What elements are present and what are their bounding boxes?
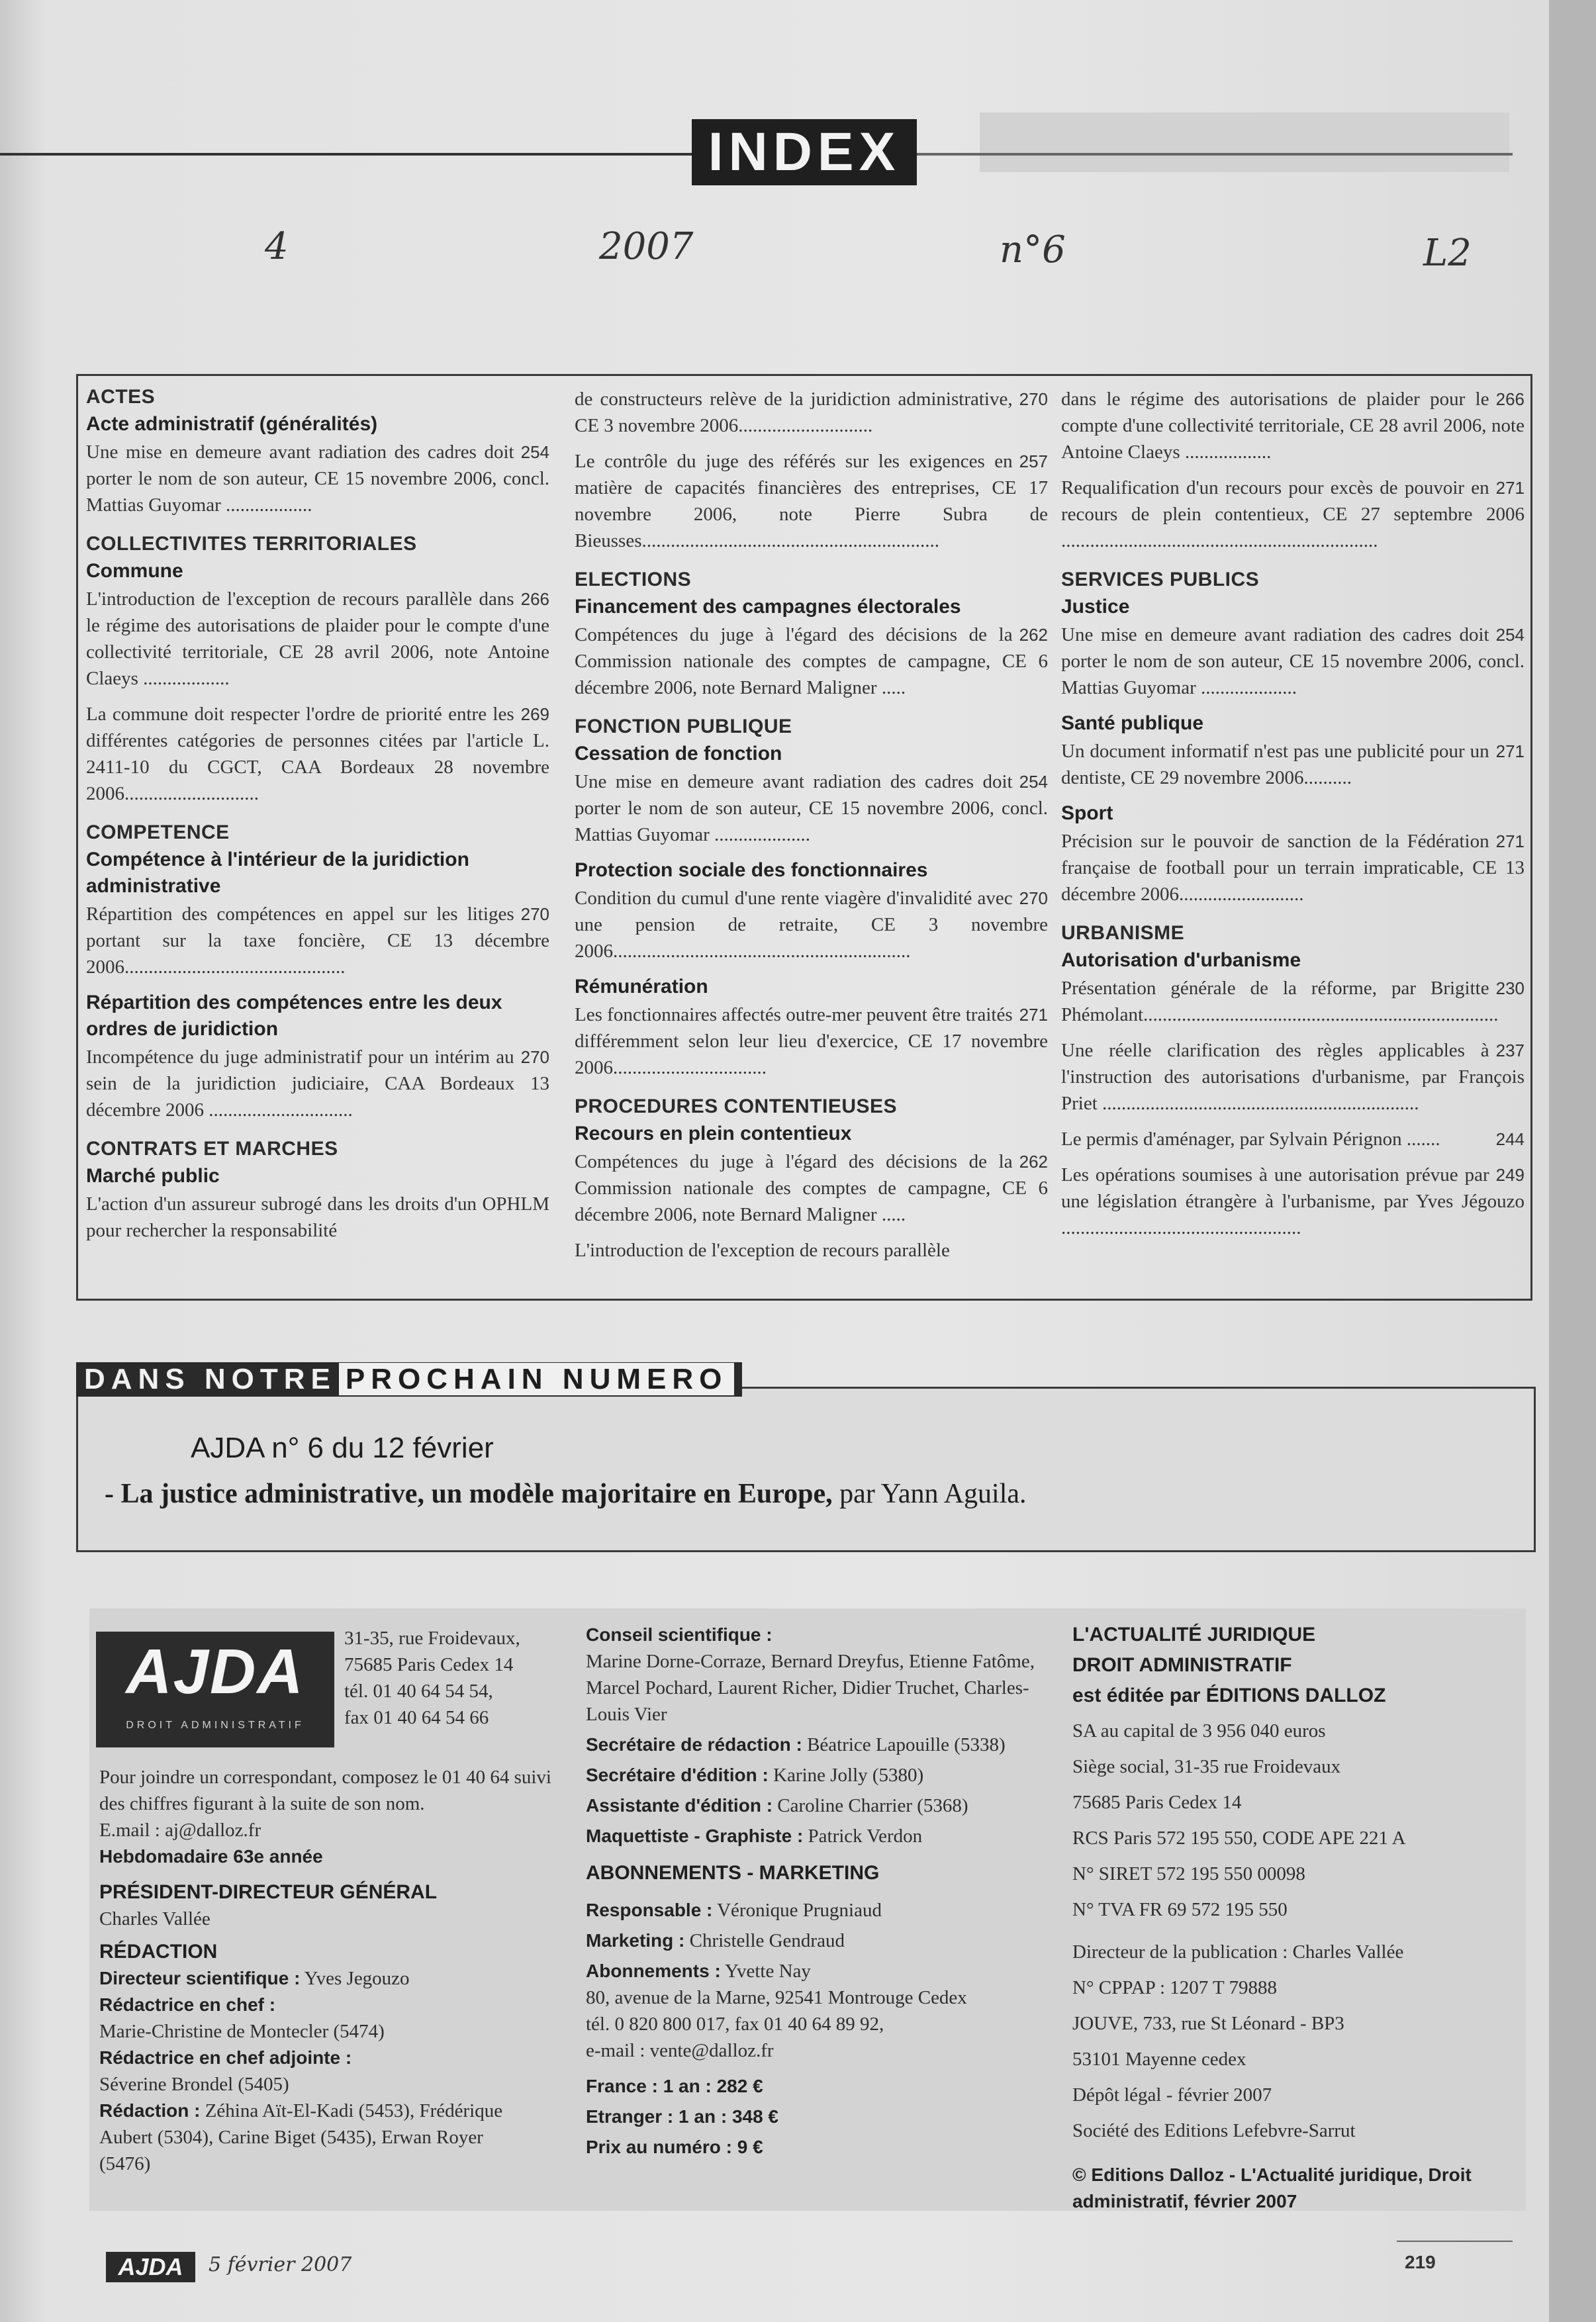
sec-red-label: Secrétaire de rédaction : xyxy=(586,1734,802,1755)
index-subheading: Protection sociale des fonctionnaires xyxy=(575,859,928,881)
index-entry-page: 270 xyxy=(520,1047,549,1067)
index-entry xyxy=(575,768,1048,848)
index-entry-text: Le permis d'aménager, par Sylvain Pérignon ....... xyxy=(1061,1129,1440,1150)
index-entry-page: 266 xyxy=(1495,389,1525,409)
index-entry-text: Condition du cumul d'une rente viagère d'invalidité avec une pension de retraite, CE 3 novembre 2006.............................................................. xyxy=(575,888,1048,962)
index-entry-page: 262 xyxy=(1019,1152,1048,1172)
index-entry-page: 270 xyxy=(520,904,549,924)
index-section-heading: COLLECTIVITES TERRITORIALES xyxy=(86,533,417,555)
index-section-heading: ELECTIONS xyxy=(575,569,692,590)
index-entry xyxy=(86,901,549,980)
index-entry-text: Le contrôle du juge des référés sur les exigences en matière de capacités financières des entreprises, CE 17 novembre 2006, note Pierre Subra de Bieusses.............................................................. xyxy=(575,451,1048,551)
index-subheading: Répartition des compétences entre les deux ordres de juridiction xyxy=(86,992,502,1040)
page-number: 219 xyxy=(1405,2252,1436,2272)
index-entry-text: L'action d'un assureur subrogé dans les droits d'un OPHLM pour rechercher la responsabilité xyxy=(86,1193,549,1241)
index-entry-text: Incompétence du juge administratif pour un intérim au sein de la juridiction judiciaire, CAA Bordeaux 13 décembre 2006 .............................. xyxy=(86,1046,549,1121)
index-subheading: Rémunération xyxy=(575,976,708,998)
pdg-label: PRÉSIDENT-DIRECTEUR GÉNÉRAL xyxy=(99,1881,438,1903)
index-column-2 xyxy=(575,386,1048,1273)
index-subheading: Recours en plein contentieux xyxy=(575,1123,852,1144)
pdg-name: Charles Vallée xyxy=(99,1908,211,1929)
dir-sci-name: Yves Jegouzo xyxy=(300,1968,410,1989)
index-entry-text: Une mise en demeure avant radiation des cadres doit porter le nom de son auteur, CE 15 novembre 2006, concl. Mattias Guyomar .................... xyxy=(575,771,1048,845)
abo-name: Yvette Nay xyxy=(720,1961,811,1982)
index-section-heading: FONCTION PUBLIQUE xyxy=(575,716,792,737)
footer-date: 5 février 2007 xyxy=(209,2253,352,2276)
index-entry-page: 271 xyxy=(1019,1005,1048,1025)
conseil-names: Marine Dorne-Corraze, Bernard Dreyfus, Etienne Fatôme, Marcel Pochard, Laurent Richer, Didier Truchet, Charles-Louis Vier xyxy=(586,1651,1035,1725)
sec-ed-name: Karine Jolly (5380) xyxy=(768,1765,924,1786)
ajda-logo xyxy=(96,1632,334,1747)
index-section-heading: ACTES xyxy=(86,386,156,408)
index-entry-text: Présentation générale de la réforme, par Brigitte Phémolant.......................................................................... xyxy=(1061,978,1499,1025)
next-issue-band-right: PROCHAIN NUMERO xyxy=(339,1363,734,1395)
index-entry xyxy=(86,701,549,807)
index-entry-text: Les opérations soumises à une autorisation prévue par une législation étrangère à l'urbanisme, par Yves Jégouzo .................................................. xyxy=(1061,1164,1525,1238)
index-subheading: Commune xyxy=(86,560,183,582)
mkt-label: Marketing : xyxy=(586,1930,685,1951)
publisher-address xyxy=(344,1625,569,1731)
index-entry-page: 271 xyxy=(1495,831,1525,851)
page-edge-shadow xyxy=(1549,0,1596,2322)
copyright: © Editions Dalloz - L'Actualité juridique, Droit administratif, février 2007 xyxy=(1072,2164,1472,2211)
index-entry-text: Une mise en demeure avant radiation des cadres doit porter le nom de son auteur, CE 15 novembre 2006, concl. Mattias Guyomar .................... xyxy=(1061,624,1525,698)
index-entry xyxy=(1061,975,1525,1028)
index-entry-page: 249 xyxy=(1495,1165,1525,1185)
next-issue-title: AJDA n° 6 du 12 février xyxy=(191,1432,494,1464)
header-rule-right xyxy=(917,153,1513,156)
publisher-detail-line: N° TVA FR 69 572 195 550 xyxy=(1072,1899,1288,1920)
index-entry-page: 237 xyxy=(1495,1041,1525,1060)
index-entry xyxy=(575,1237,1048,1264)
masthead xyxy=(89,1608,1526,2211)
index-entry xyxy=(86,1191,549,1244)
publication-details xyxy=(1072,1934,1503,2149)
next-issue-item xyxy=(105,1478,1027,1510)
index-entry-page: 266 xyxy=(520,589,549,609)
index-entry-page: 271 xyxy=(1495,478,1525,498)
index-entry xyxy=(1061,828,1525,907)
price-etranger: Etranger : 1 an : 348 € xyxy=(586,2106,779,2127)
index-subheading: Compétence à l'intérieur de la juridiction administrative xyxy=(86,849,469,897)
publisher-detail-line: Directeur de la publication : Charles Vallée xyxy=(1072,1941,1404,1963)
index-entry-text: dans le régime des autorisations de plaider pour le compte d'une collectivité territoriale, CE 28 avril 2006, note Antoine Claeys .................. xyxy=(1061,389,1525,463)
index-entry-text: La commune doit respecter l'ordre de priorité entre les différentes catégories de personnes citées par l'article L. 2411-10 du CGCT, CAA Bordeaux 28 novembre 2006............................ xyxy=(86,704,549,804)
index-entry-text: de constructeurs relève de la juridiction administrative, CE 3 novembre 2006............................ xyxy=(575,389,1013,436)
assist-label: Assistante d'édition : xyxy=(586,1795,773,1816)
index-entry-page: 230 xyxy=(1495,978,1525,998)
price-france: France : 1 an : 282 € xyxy=(586,2076,763,2096)
index-entry-page: 254 xyxy=(1495,625,1525,645)
index-entry xyxy=(575,1148,1048,1228)
abo-email[interactable]: e-mail : vente@dalloz.fr xyxy=(586,2040,774,2061)
next-issue-band-left: DANS NOTRE xyxy=(84,1363,336,1395)
header-rule-left xyxy=(0,153,695,156)
index-section-heading: PROCEDURES CONTENTIEUSES xyxy=(575,1095,898,1117)
publisher-detail-line: Société des Editions Lefebvre-Sarrut xyxy=(1072,2120,1356,2141)
handwritten-note-2: 2007 xyxy=(599,225,694,268)
index-entry xyxy=(1061,738,1525,791)
address-line: fax 01 40 64 54 66 xyxy=(344,1707,489,1728)
index-entry-text: Requalification d'un recours pour excès de pouvoir en recours de plein contentieux, CE 27 septembre 2006 .................................................................. xyxy=(1061,477,1525,551)
assist-name: Caroline Charrier (5368) xyxy=(773,1795,968,1816)
publisher-detail-line: 53101 Mayenne cedex xyxy=(1072,2049,1246,2070)
next-issue-box xyxy=(76,1387,1536,1552)
index-entry-text: Une mise en demeure avant radiation des cadres doit porter le nom de son auteur, CE 15 novembre 2006, concl. Mattias Guyomar .................. xyxy=(86,441,549,516)
index-entry-page: 254 xyxy=(520,442,549,462)
index-entry-page: 269 xyxy=(520,704,549,724)
mkt-name: Christelle Gendraud xyxy=(684,1930,845,1951)
publisher-detail-line: 75685 Paris Cedex 14 xyxy=(1072,1792,1242,1813)
masthead-col-2 xyxy=(586,1622,1062,2160)
index-entry xyxy=(1061,622,1525,701)
index-section-heading: SERVICES PUBLICS xyxy=(1061,569,1260,590)
publisher-detail-line: N° SIRET 572 195 550 00098 xyxy=(1072,1863,1305,1884)
publisher-detail-line: JOUVE, 733, rue St Léonard - BP3 xyxy=(1072,2013,1344,2034)
red-adj-name: Séverine Brondel (5405) xyxy=(99,2074,289,2095)
footer-rule xyxy=(1397,2241,1513,2242)
publisher-detail-line: Dépôt légal - février 2007 xyxy=(1072,2084,1272,2106)
index-entry xyxy=(86,439,549,518)
index-subheading: Santé publique xyxy=(1061,712,1204,734)
index-subheading: Financement des campagnes électorales xyxy=(575,596,961,618)
handwritten-note-4: L2 xyxy=(1423,232,1472,275)
weekly-label: Hebdomadaire 63e année xyxy=(99,1846,323,1867)
index-entry-page: 271 xyxy=(1495,741,1525,761)
index-entry-text: Compétences du juge à l'égard des décisions de la Commission nationale des comptes de campagne, CE 6 décembre 2006, note Bernard Maligner ..... xyxy=(575,624,1048,698)
index-column-1 xyxy=(86,386,549,1253)
publisher-detail-line: N° CPPAP : 1207 T 79888 xyxy=(1072,1977,1277,1998)
index-entry-page: 270 xyxy=(1019,389,1048,409)
index-entry-text: Une réelle clarification des règles applicables à l'instruction des autorisations d'urbanisme, par François Priet .................................................................. xyxy=(1061,1040,1525,1114)
index-subheading: Acte administratif (généralités) xyxy=(86,413,378,435)
red-chef-name: Marie-Christine de Montecler (5474) xyxy=(99,2021,385,2042)
index-entry xyxy=(575,622,1048,701)
index-entry-text: Les fonctionnaires affectés outre-mer peuvent être traités différemment selon leur lieu d'exercice, CE 17 novembre 2006................................ xyxy=(575,1004,1048,1078)
logo-subtitle: DROIT ADMINISTRATIF xyxy=(126,1720,305,1731)
index-entry-text: L'introduction de l'exception de recours parallèle dans le régime des autorisations de plaider pour le compte d'une collectivité territoriale, CE 28 avril 2006, note Antoine Claeys .................. xyxy=(86,588,549,689)
sec-red-name: Béatrice Lapouille (5338) xyxy=(802,1734,1006,1755)
index-entry xyxy=(86,1044,549,1123)
index-subheading: Sport xyxy=(1061,802,1113,824)
publication-subtitle: DROIT ADMINISTRATIF xyxy=(1072,1654,1292,1676)
index-entry xyxy=(1061,475,1525,554)
masthead-col-1 xyxy=(99,1764,576,2177)
index-entry xyxy=(575,885,1048,964)
maquette-label: Maquettiste - Graphiste : xyxy=(586,1826,804,1846)
redaction2-names: Zéhina Aït-El-Kadi (5453), Frédérique Aubert (5304), Carine Biget (5435), Erwan Royer (5476) xyxy=(99,2100,503,2174)
abo-phone: tél. 0 820 800 017, fax 01 40 64 89 92, xyxy=(586,2014,884,2035)
index-subheading: Autorisation d'urbanisme xyxy=(1061,949,1301,971)
index-entry xyxy=(1061,1162,1525,1241)
index-entry xyxy=(575,386,1048,439)
join-text: Pour joindre un correspondant, composez le 01 40 64 suivi des chiffres figurant à la suite de son nom. xyxy=(99,1767,551,1814)
index-entry-page: 262 xyxy=(1019,625,1048,645)
publisher-detail-line: Siège social, 31-35 rue Froidevaux xyxy=(1072,1756,1341,1777)
index-entry xyxy=(575,448,1048,554)
publisher-detail-line: RCS Paris 572 195 550, CODE APE 221 A xyxy=(1072,1828,1406,1849)
index-entry-page: 257 xyxy=(1019,451,1048,471)
redaction2-label: Rédaction : xyxy=(99,2100,201,2121)
index-subheading: Marché public xyxy=(86,1165,220,1187)
bleed-through-area xyxy=(980,113,1509,172)
index-section-heading: URBANISME xyxy=(1061,922,1185,944)
publisher-line: est éditée par ÉDITIONS DALLOZ xyxy=(1072,1685,1386,1706)
next-issue-item-author: par Yann Aguila. xyxy=(832,1479,1027,1509)
address-line: 75685 Paris Cedex 14 xyxy=(344,1654,514,1675)
resp-name: Véronique Prugniaud xyxy=(712,1900,882,1921)
handwritten-note-1: 4 xyxy=(265,225,289,268)
address-line: 31-35, rue Froidevaux, xyxy=(344,1628,520,1649)
publisher-detail-line: SA au capital de 3 956 040 euros xyxy=(1072,1720,1326,1742)
index-entry xyxy=(1061,386,1525,465)
index-entry-text: Précision sur le pouvoir de sanction de la Fédération française de football pour un terrain impraticable, CE 13 décembre 2006.......................... xyxy=(1061,831,1525,905)
abo-address: 80, avenue de la Marne, 92541 Montrouge Cedex xyxy=(586,1987,967,2008)
publisher-details xyxy=(1072,1713,1503,1927)
masthead-col-3 xyxy=(1072,1622,1503,2215)
abonnements-header: ABONNEMENTS - MARKETING xyxy=(586,1862,880,1884)
price-numero: Prix au numéro : 9 € xyxy=(586,2137,763,2157)
index-entry-page: 254 xyxy=(1019,772,1048,792)
index-entry-text: Compétences du juge à l'égard des décisions de la Commission nationale des comptes de campagne, CE 6 décembre 2006, note Bernard Maligner ..... xyxy=(575,1151,1048,1225)
index-section-heading: COMPETENCE xyxy=(86,821,230,843)
conseil-label: Conseil scientifique : xyxy=(586,1624,773,1645)
index-entry xyxy=(1061,1037,1525,1117)
index-title: INDEX xyxy=(692,119,917,185)
index-column-3 xyxy=(1061,386,1525,1250)
email-link[interactable]: E.mail : aj@dalloz.fr xyxy=(99,1820,261,1841)
abo-label: Abonnements : xyxy=(586,1961,721,1981)
next-issue-item-title: - La justice administrative, un modèle majoritaire en Europe, xyxy=(105,1479,833,1509)
index-entry xyxy=(575,1001,1048,1081)
index-entry-page: 270 xyxy=(1019,888,1048,908)
index-subheading: Justice xyxy=(1061,596,1130,618)
next-issue-band xyxy=(76,1362,742,1397)
index-entry-text: Répartition des compétences en appel sur les litiges portant sur la taxe foncière, CE 13 décembre 2006.............................................. xyxy=(86,904,549,978)
handwritten-note-3: n°6 xyxy=(1000,228,1066,271)
index-subheading: Cessation de fonction xyxy=(575,743,782,765)
footer-logo: AJDA xyxy=(106,2252,195,2282)
sec-ed-label: Secrétaire d'édition : xyxy=(586,1765,769,1785)
red-chef-label: Rédactrice en chef : xyxy=(99,1994,276,2015)
index-entry-text: Un document informatif n'est pas une publicité pour un dentiste, CE 29 novembre 2006.......... xyxy=(1061,741,1489,788)
index-entry xyxy=(86,586,549,692)
index-frame xyxy=(76,374,1532,1301)
index-entry-text: L'introduction de l'exception de recours parallèle xyxy=(575,1240,950,1261)
redaction-label: RÉDACTION xyxy=(99,1941,218,1963)
red-adj-label: Rédactrice en chef adjointe : xyxy=(99,2047,352,2068)
index-entry xyxy=(1061,1126,1525,1152)
maquette-name: Patrick Verdon xyxy=(803,1826,923,1847)
index-section-heading: CONTRATS ET MARCHES xyxy=(86,1138,338,1160)
index-entry-page: 244 xyxy=(1495,1129,1525,1149)
dir-sci-label: Directeur scientifique : xyxy=(99,1968,301,1988)
address-line: tél. 01 40 64 54 54, xyxy=(344,1681,493,1702)
resp-label: Responsable : xyxy=(586,1900,713,1920)
publication-title: L'ACTUALITÉ JURIDIQUE xyxy=(1072,1624,1316,1646)
logo-text: AJDA xyxy=(126,1636,305,1707)
